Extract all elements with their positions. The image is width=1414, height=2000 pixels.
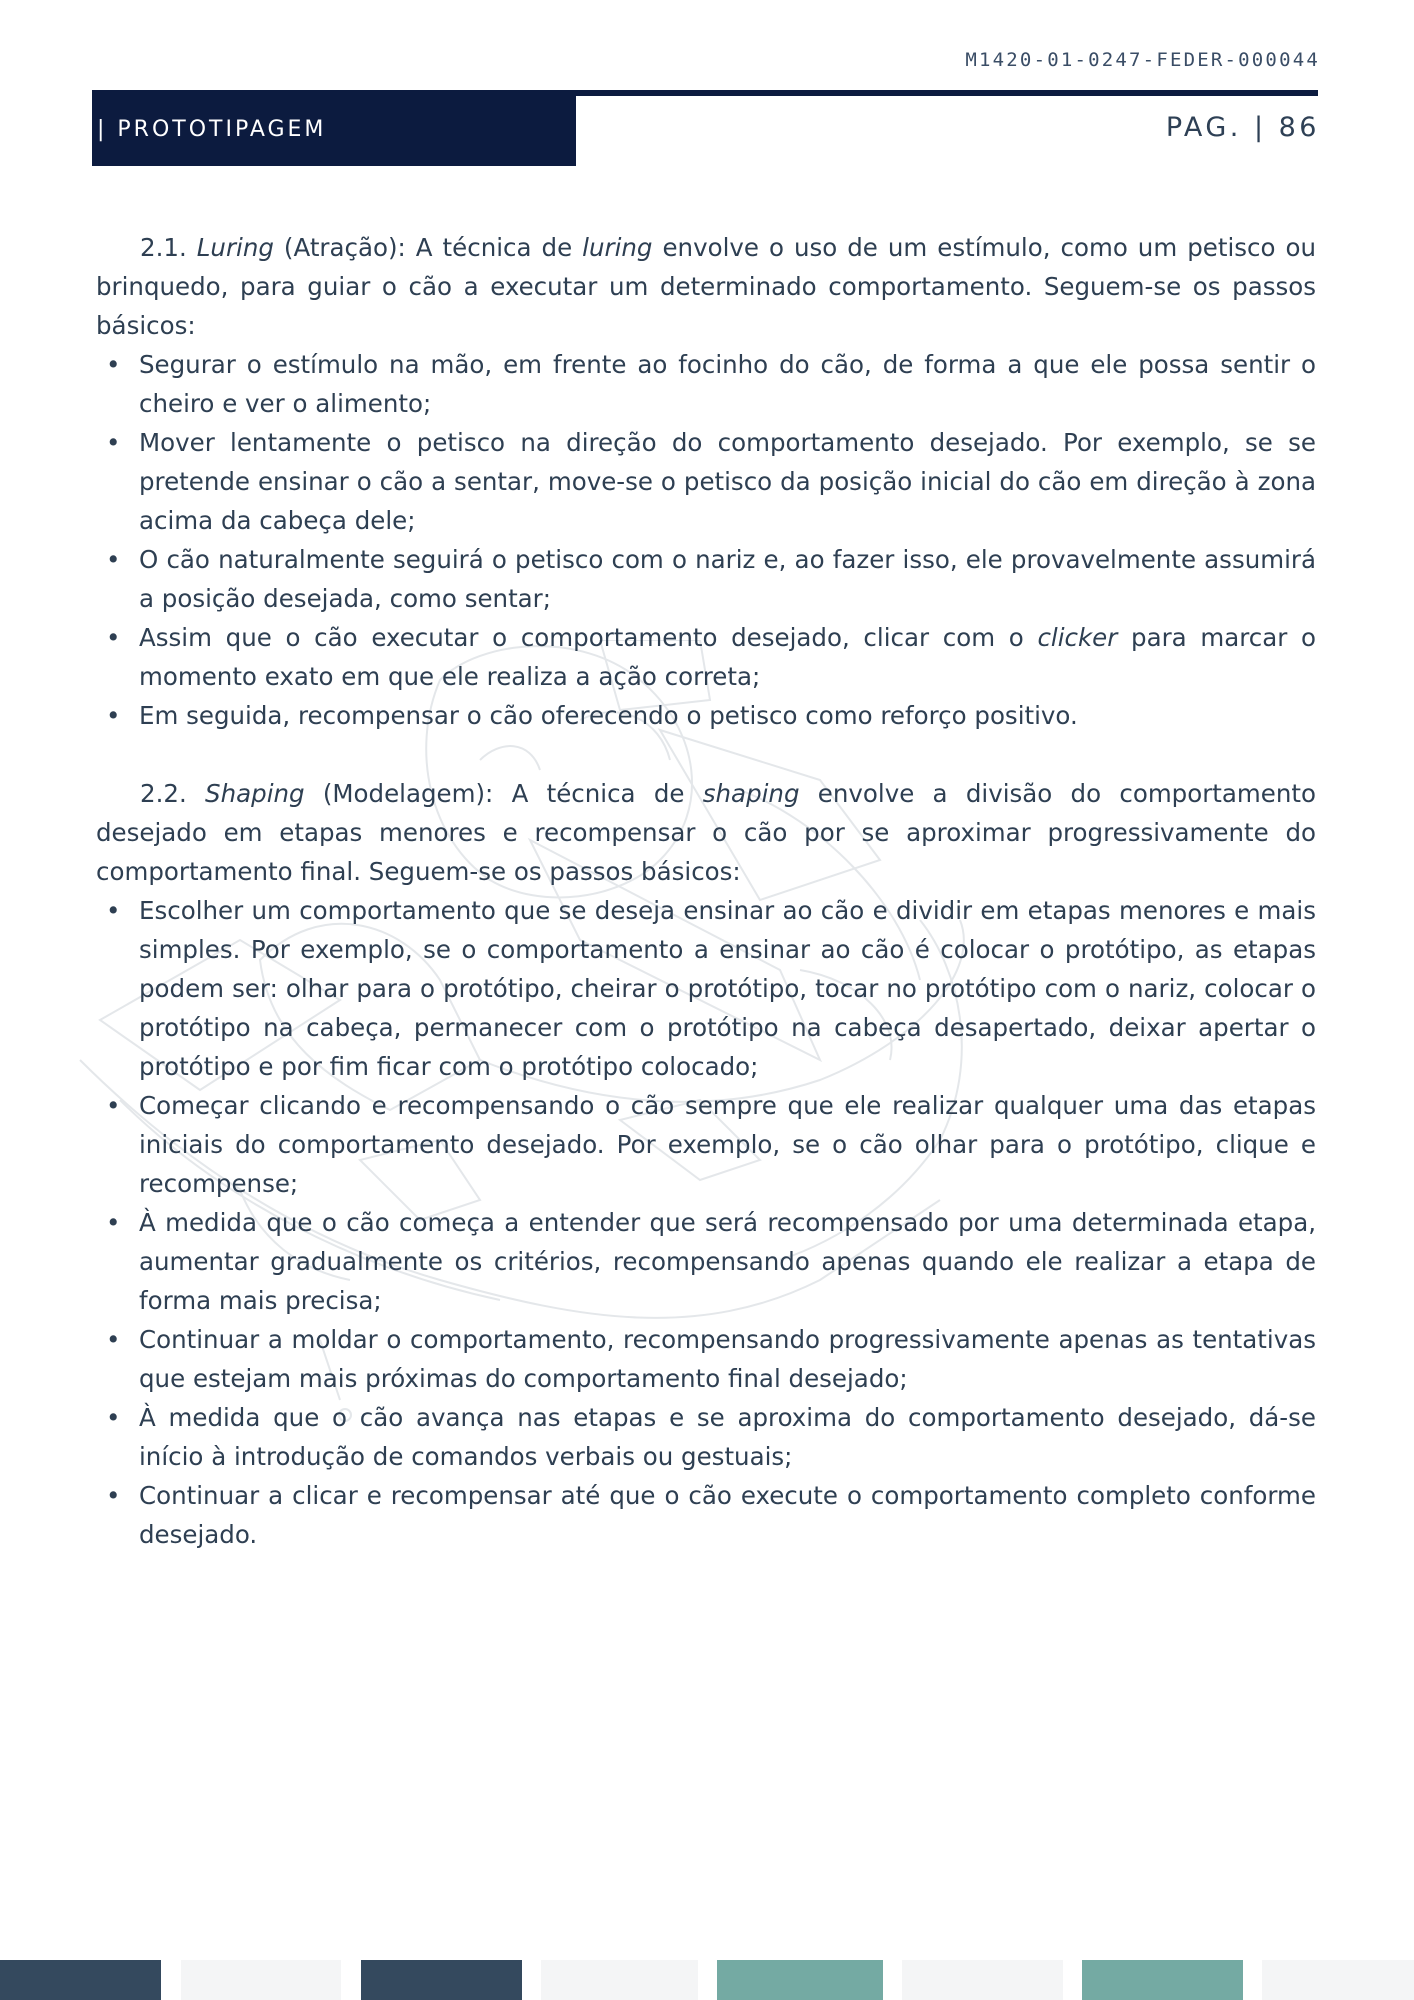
section-text: (Atração): A técnica de [273, 233, 583, 262]
list-item: • Segurar o estímulo na mão, em frente ao focinho do cão, de forma a que ele possa sentir o cheiro e ver o alimento; [96, 345, 1316, 423]
page-content [96, 228, 1316, 1554]
section-2-1-intro [96, 228, 1316, 345]
section-text: (Modelagem): A técnica de [304, 779, 703, 808]
footer-bar [902, 1960, 1063, 2000]
list-item-text: para marcar o momento exato em que ele realiza a ação correta; [139, 623, 1316, 691]
project-code: M1420-01-0247-FEDER-000044 [965, 49, 1320, 71]
footer-bar [541, 1960, 698, 2000]
shaping-steps-list [96, 891, 1316, 1554]
term-shaping: Shaping [205, 779, 305, 808]
list-item: • Em seguida, recompensar o cão oferecendo o petisco como reforço positivo. [96, 696, 1316, 735]
paragraph-gap [96, 735, 1316, 774]
footer-bar [181, 1960, 341, 2000]
section-text: envolve a divisão do comportamento desejado em etapas menores e recompensar o cão por se aproximar progressivamente do comportamento final. Seguem-se os passos básicos: [96, 779, 1316, 886]
luring-steps-list [96, 345, 1316, 735]
section-banner [92, 92, 576, 166]
page-number: PAG. | 86 [1165, 112, 1320, 143]
term-luring: Luring [196, 233, 274, 262]
term-clicker: clicker [1037, 623, 1118, 652]
section-text: envolve o uso de um estímulo, como um petisco ou brinquedo, para guiar o cão a executar um determinado comportamento. Seguem-se os passos básicos: [96, 233, 1316, 340]
term-luring-inline: luring [582, 233, 653, 262]
term-shaping-inline: shaping [702, 779, 800, 808]
list-item: • O cão naturalmente seguirá o petisco com o nariz e, ao fazer isso, ele provavelmente assumirá a posição desejada, como sentar; [96, 540, 1316, 618]
section-2-2-intro [96, 774, 1316, 891]
list-item [96, 618, 1316, 696]
footer-bar [1082, 1960, 1243, 2000]
section-number: 2.1. [140, 233, 187, 262]
footer-bar [1262, 1960, 1414, 2000]
footer-bar [717, 1960, 883, 2000]
list-item: • Continuar a moldar o comportamento, recompensando progressivamente apenas as tentativas que estejam mais próximas do comportamento final desejado; [96, 1320, 1316, 1398]
list-item-text: Assim que o cão executar o comportamento desejado, clicar com o [139, 623, 1038, 652]
footer-color-bars [0, 1960, 1414, 2000]
list-item: • Escolher um comportamento que se deseja ensinar ao cão e dividir em etapas menores e mais simples. Por exemplo, se o comportamento a ensinar ao cão é colocar o protótipo, as etapas podem ser: olhar para o protótipo, cheirar o protótipo, tocar no protótipo com o nariz, colocar o protótipo na cabeça, permanecer com o protótipo na cabeça desapertado, deixar apertar o protótipo e por fim ficar com o protótipo colocado; [96, 891, 1316, 1086]
list-item: • Começar clicando e recompensando o cão sempre que ele realizar qualquer uma das etapas iniciais do comportamento desejado. Por exemplo, se o cão olhar para o protótipo, clique e recompense; [96, 1086, 1316, 1203]
section-number: 2.2. [140, 779, 187, 808]
footer-bar [361, 1960, 522, 2000]
section-title: | PROTOTIPAGEM [97, 116, 327, 142]
list-item: • Mover lentamente o petisco na direção do comportamento desejado. Por exemplo, se se pretende ensinar o cão a sentar, move-se o petisco da posição inicial do cão em direção à zona acima da cabeça dele; [96, 423, 1316, 540]
footer-bar [0, 1960, 161, 2000]
list-item: • À medida que o cão avança nas etapas e se aproxima do comportamento desejado, dá-se início à introdução de comandos verbais ou gestuais; [96, 1398, 1316, 1476]
list-item: • À medida que o cão começa a entender que será recompensado por uma determinada etapa, aumentar gradualmente os critérios, recompensando apenas quando ele realizar a etapa de forma mais precisa; [96, 1203, 1316, 1320]
list-item: • Continuar a clicar e recompensar até que o cão execute o comportamento completo conforme desejado. [96, 1476, 1316, 1554]
